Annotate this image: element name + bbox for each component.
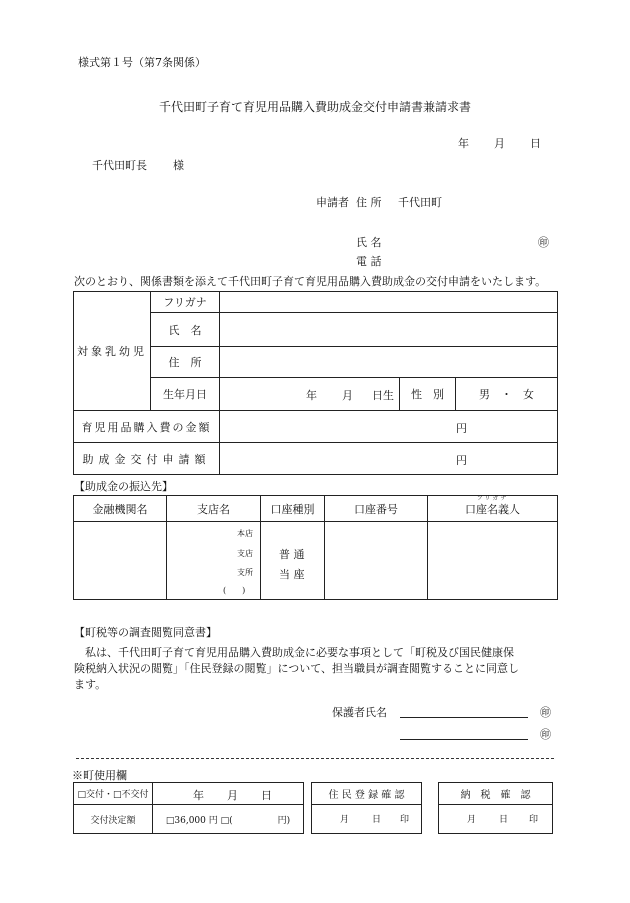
grant-date-day: 日 (261, 789, 272, 802)
applicant-seal-icon: ㊞ (538, 236, 549, 249)
bank-header-account-number: 口座番号 (325, 496, 428, 522)
grant-options[interactable]: □交付・□不交付 (74, 783, 153, 805)
tax-check-table (438, 782, 553, 834)
decision-label: 交付決定額 (74, 805, 153, 834)
account-type-current: 当 座 (279, 568, 305, 581)
office-grant-table (73, 782, 304, 834)
purchase-yen: 円 (456, 422, 467, 435)
furigana-field[interactable] (220, 292, 558, 313)
addressee-honorific: 様 (173, 159, 184, 172)
branch-option-branch: 支店 (237, 549, 253, 558)
applicant-label: 申請者 (316, 196, 349, 209)
infant-address-field[interactable] (220, 347, 558, 378)
resident-check-table (311, 782, 422, 834)
infant-table (73, 291, 558, 475)
resident-stamp: 印 (400, 815, 410, 825)
account-type-ordinary: 普 通 (279, 548, 305, 561)
bank-table (73, 495, 558, 600)
gender-label: 性 別 (400, 378, 456, 411)
decision-value[interactable]: □36,000 円 □( 円) (153, 805, 304, 834)
birth-day: 日生 (372, 389, 394, 402)
date-day: 日 (530, 137, 541, 150)
consent-body (74, 645, 519, 693)
bank-account-type-field[interactable] (261, 522, 325, 600)
request-yen: 円 (456, 454, 467, 467)
birth-label: 生年月日 (151, 378, 220, 411)
guardian-seal-icon-1: ㊞ (540, 706, 551, 719)
birth-date-field[interactable] (220, 378, 400, 411)
request-amount-field[interactable] (220, 443, 558, 475)
purchase-amount-field[interactable] (220, 411, 558, 443)
branch-option-other: ( ) (223, 586, 246, 595)
applicant-address-value: 千代田町 (398, 196, 442, 209)
bank-institution-field[interactable] (74, 522, 167, 600)
account-holder-text: 口座名義人 (465, 502, 520, 516)
cut-line (76, 758, 554, 759)
guardian-seal-icon-2: ㊞ (540, 728, 551, 741)
date-month: 月 (494, 137, 505, 150)
tax-day: 日 (499, 815, 509, 825)
infant-address-label: 住 所 (151, 347, 220, 378)
infant-section-label: 対象乳幼児 (74, 292, 151, 411)
consent-heading: 【町税等の調査閲覧同意書】 (74, 626, 217, 639)
bank-header-branch: 支店名 (167, 496, 261, 522)
infant-name-field[interactable] (220, 313, 558, 347)
request-amount-label: 助成金交付申請額 (74, 443, 220, 475)
grant-date-month: 月 (227, 789, 238, 802)
bank-heading: 【助成金の振込先】 (74, 480, 173, 493)
guardian-signature-line-2[interactable] (400, 739, 528, 740)
bank-account-number-field[interactable] (325, 522, 428, 600)
furigana-label: フリガナ (151, 292, 220, 313)
resident-check-label: 住 民 登 録 確 認 (312, 783, 422, 805)
bank-account-holder-field[interactable] (428, 522, 558, 600)
grant-date-field[interactable] (153, 783, 304, 805)
form-number: 様式第１号（第7条関係） (78, 56, 206, 69)
tax-check-label: 納 税 確 認 (439, 783, 553, 805)
resident-check-field[interactable] (312, 805, 422, 834)
tax-stamp: 印 (529, 815, 539, 825)
birth-month: 月 (342, 389, 353, 402)
addressee-name: 千代田町長 (92, 159, 147, 172)
guardian-signature-line-1[interactable] (400, 717, 528, 718)
account-holder-ruby: フリガナ (476, 494, 509, 502)
bank-header-account-holder (428, 496, 558, 522)
tax-month: 月 (467, 815, 477, 825)
resident-day: 日 (372, 815, 382, 825)
branch-option-sub: 支所 (237, 568, 253, 577)
applicant-name-label: 氏 名 (356, 236, 382, 249)
resident-month: 月 (340, 815, 350, 825)
account-holder-label (465, 494, 520, 517)
bank-header-institution: 金融機関名 (74, 496, 167, 522)
consent-line-2: 険税納入状況の閲覧」「住民登録の閲覧」について、担当職員が調査閲覧することに同意し (74, 662, 520, 675)
intro-text: 次のとおり、関係書類を添えて千代田町子育て育児用品購入費助成金の交付申請をいたします。 (74, 275, 547, 288)
bank-header-account-type: 口座種別 (261, 496, 325, 522)
applicant-phone-label: 電 話 (356, 255, 382, 268)
grant-date-year: 年 (193, 789, 204, 802)
purchase-amount-label: 育児用品購入費の金額 (74, 411, 220, 443)
infant-name-label: 氏 名 (151, 313, 220, 347)
birth-year: 年 (306, 389, 317, 402)
date-year: 年 (458, 137, 469, 150)
consent-line-1: 私は、千代田町子育て育児用品購入費助成金に必要な事項として「町税及び国民健康保 (74, 646, 514, 659)
consent-line-3: ます。 (74, 678, 107, 691)
bank-branch-field[interactable] (167, 522, 261, 600)
guardian-label: 保護者氏名 (332, 706, 387, 719)
tax-check-field[interactable] (439, 805, 553, 834)
applicant-address-label: 住 所 (356, 196, 382, 209)
office-heading: ※町使用欄 (72, 769, 127, 782)
gender-options[interactable]: 男 ・ 女 (456, 378, 558, 411)
form-title: 千代田町子育て育児用品購入費助成金交付申請書兼請求書 (158, 100, 471, 114)
branch-option-main: 本店 (237, 529, 253, 538)
